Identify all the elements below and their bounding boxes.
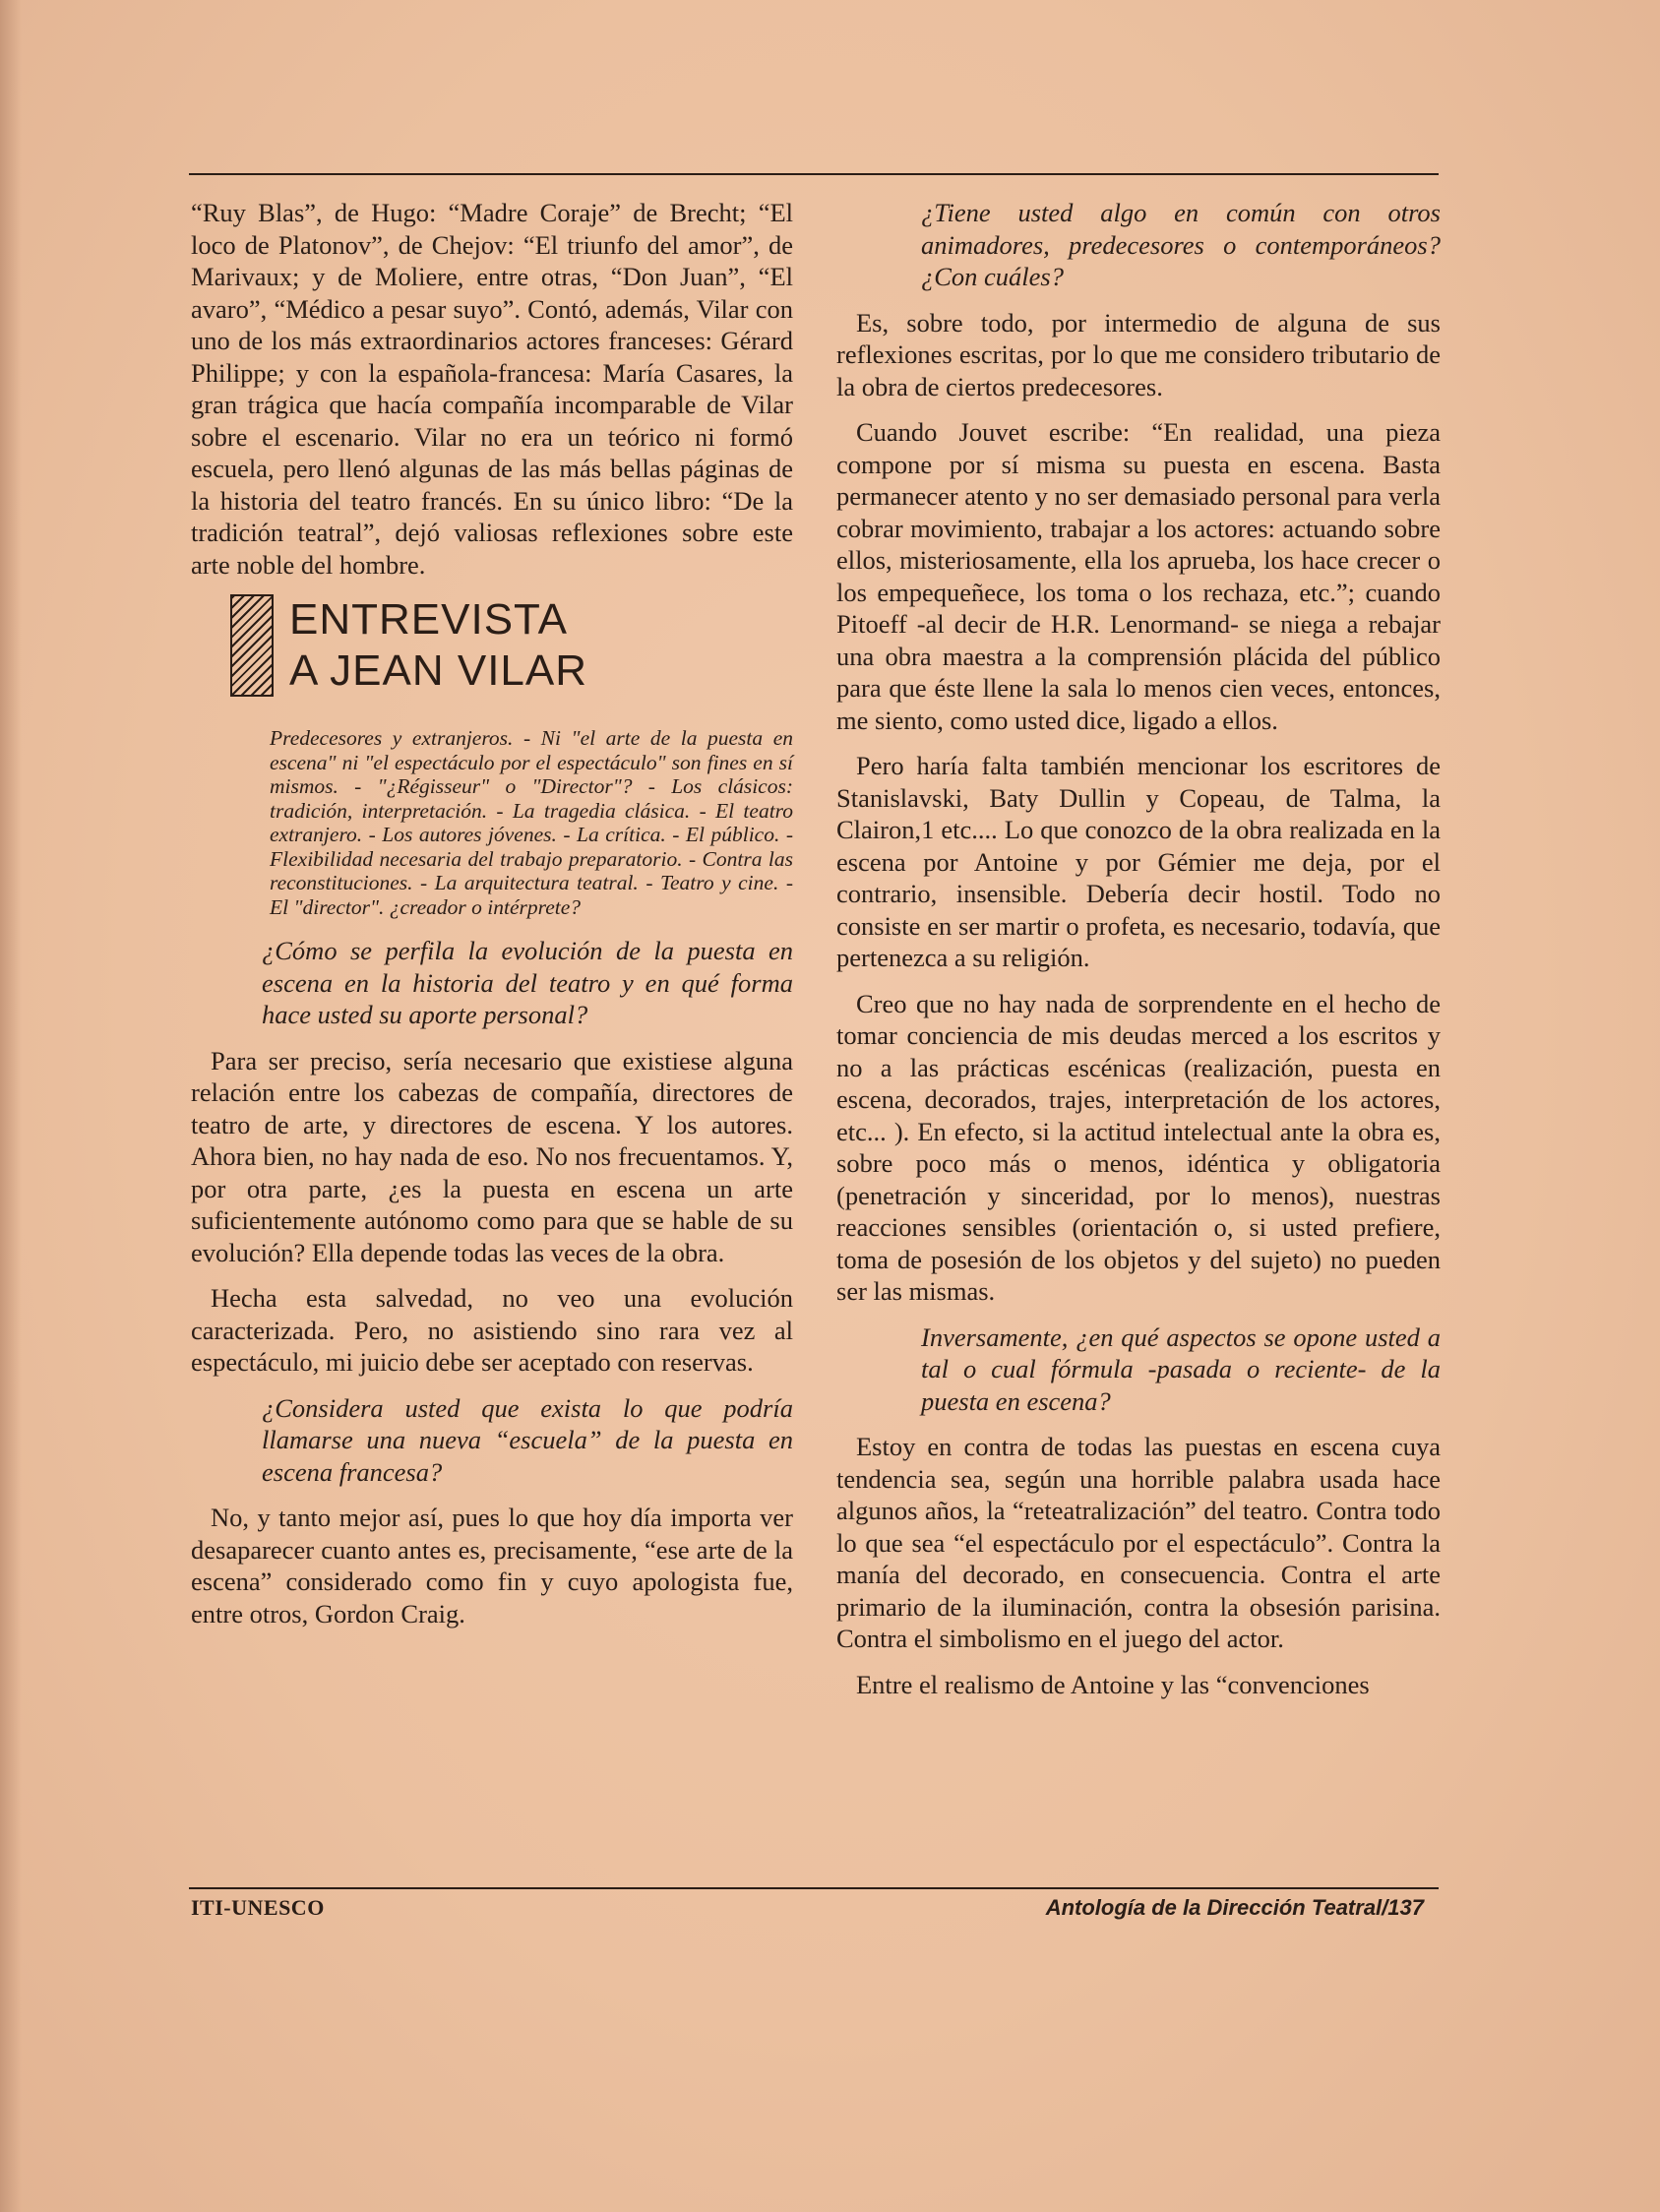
bottom-rule: [189, 1887, 1439, 1889]
answer-3c: Pero haría falta también mencionar los escritores de Stanislavski, Baty Dullin y Copeau, de Talma, la Clairon,1 etc.... Lo que conozco de la obra realizada en la escena por Antoine y por Gémier me deja, por el contrario, insensible. Debería decir hostil. Todo no consiste en ser martir o profeta, es necesario, todavía, que pertenezca a su religión.: [836, 751, 1441, 972]
answer-3d: Creo que no hay nada de sorprendente en el hecho de tomar conciencia de mis deudas merced a los escritos y no a las prácticas escénicas (realización, puesta en escena, decorados, trajes, interpretación de los actores, etc... ). En efecto, si la actitud intelectual ante la obra es, sobre poco más o menos, idéntica y obligatoria (penetración y sinceridad, por lo menos), nuestras reacciones sensibles (orientación o, si usted prefiere, toma de posesión de los objetos y del sujeto) no pueden ser las mismas.: [836, 988, 1441, 1306]
question-3: ¿Tiene usted algo en común con otros animadores, predecesores o contemporáneos? ¿Con cuáles?: [921, 198, 1441, 291]
page-edge-stain: [0, 0, 22, 2212]
answer-1b: Hecha esta salvedad, no veo una evolución caracterizada. Pero, no asistiendo sino rara vez al espectáculo, mi juicio debe ser aceptado con reservas.: [191, 1283, 793, 1377]
heading-line-2: A JEAN VILAR: [289, 646, 588, 695]
top-rule: [189, 173, 1439, 175]
answer-1: Para ser preciso, sería necesario que existiese alguna relación entre los cabezas de compañía, directores de teatro de arte, y directores de escena. Y los autores. Ahora bien, no hay nada de eso. No nos frecuentamos. Y, por otra parte, ¿es la puesta en escena un arte suficientemente autónomo como para que se hable de su evolución? Ella depende todas las veces de la obra.: [191, 1045, 793, 1267]
question-2: ¿Considera usted que exista lo que podría llamarse una nueva “escuela” de la puesta en escena francesa?: [262, 1392, 793, 1487]
answer-3: Es, sobre todo, por intermedio de alguna de sus reflexiones escritas, por lo que me considero tributario de la obra de ciertos predecesores.: [836, 307, 1441, 401]
question-1: ¿Cómo se perfila la evolución de la puesta en escena en la historia del teatro y en qué forma hace usted su aporte personal?: [262, 936, 793, 1029]
right-column: [836, 197, 1441, 1714]
answer-5-start: Entre el realismo de Antoine y las “convenciones: [856, 1669, 1370, 1699]
intro-paragraph: “Ruy Blas”, de Hugo: “Madre Coraje” de Brecht; “El loco de Platonov”, de Chejov: “El triunfo del amor”, de Marivaux; y de Moliere, entre otras, “Don Juan”, “El avaro”, “Médico a pesar suyo”. Contó, además, Vilar con uno de los más extraordinarios actores franceses: Gérard Philippe; y con la española-francesa: María Casares, la gran trágica que hacía compañía incomparable de Vilar sobre el escenario. Vilar no era un teórico ni formó escuela, pero llenó algunas de las más bellas páginas de la historia del teatro francés. En su único libro: “De la tradición teatral”, dejó valiosas reflexiones sobre este arte noble del hombre.: [191, 198, 793, 580]
left-column: [191, 197, 793, 1643]
section-heading: [230, 594, 793, 697]
question-4: Inversamente, ¿en qué aspectos se opone usted a tal o cual fórmula -pasada o reciente- de la puesta en escena?: [921, 1321, 1441, 1416]
answer-3b: Cuando Jouvet escribe: “En realidad, una pieza compone por sí misma su puesta en escena. Basta permanecer atento y no ser demasiado personal para verla cobrar movimiento, trabajar a los actores: actuando sobre ellos, misteriosamente, ella los aprueba, los hace crecer o los empequeñece, los toma o los rechaza, etc.”; cuando Pitoeff -al decir de H.R. Lenormand- se niega a rebajar una obra maestra a la comprensión plácida del público para que éste llene la sala lo menos cien veces, entonces, me siento, como usted dice, ligado a ellos.: [836, 417, 1441, 735]
hatched-box-icon: [230, 594, 274, 697]
heading-text-block: [289, 594, 587, 697]
interview-summary: Predecesores y extranjeros. - Ni "el arte de la puesta en escena" ni "el espectáculo por el espectáculo" son fines en sí mismos. - "¿Régisseur" o "Director"? - Los clásicos: tradición, interpretación. - La tragedia clásica. - El teatro extranjero. - Los autores jóvenes. - La crítica. - El público. - Flexibilidad necesaria del trabajo preparatorio. - Contra las reconstituciones. - La arquitectura teatral. - Teatro y cine. - El "director". ¿creador o intérprete?: [270, 726, 793, 919]
answer-4: Estoy en contra de todas las puestas en escena cuya tendencia sea, según una horrible palabra usada hace algunos años, la “reteatralización” del teatro. Contra todo lo que sea “el espectáculo por el espectáculo”. Contra la manía del decorado, en consecuencia. Contra el arte primario de la iluminación, contra la obsesión parisina. Contra el simbolismo en el juego del actor.: [836, 1432, 1441, 1653]
footer-page-title: Antología de la Dirección Teatral/137: [1045, 1895, 1424, 1920]
footer-publisher: ITI-UNESCO: [191, 1895, 325, 1920]
heading-line-1: ENTREVISTA: [289, 595, 569, 644]
answer-2: No, y tanto mejor así, pues lo que hoy día importa ver desaparecer cuanto antes es, precisamente, “ese arte de la escena” considerado como fin y cuyo apologista fue, entre otros, Gordon Craig.: [191, 1503, 793, 1628]
